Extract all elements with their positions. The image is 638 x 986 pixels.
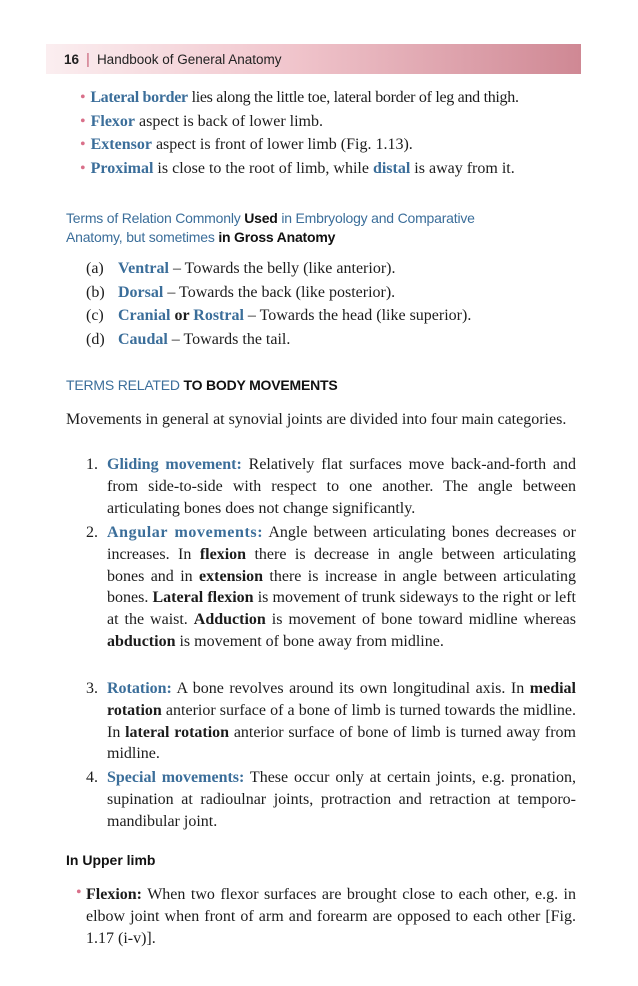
bullet-icon: • — [80, 136, 86, 153]
page-header — [46, 44, 581, 74]
flexion-bullet: • Flexion: When two flexor surfaces are brought close to each other, e.g. in elbow joint when front of arm and forearm are opposed to each other [Fig. 1.17 (i-v)]. — [76, 884, 576, 947]
list-item: • Flexor aspect is back of lower limb. — [80, 112, 323, 130]
bullet-icon: • — [80, 112, 86, 130]
list-item: 2. Angular movements: Angle between articulating bones decreases or increases. In flexion there is decrease in angle between articulating bones and in extension there is increase in angle between articulating bones. Lateral flexion is movement of trunk sideways to the right or left at the waist. Adduction is movement of bone toward midline whereas abduction is movement of bone away from midline. — [86, 524, 577, 650]
page-number: 16 — [64, 51, 80, 67]
list-item: 4. Special movements: These occur only at certain joints, e.g. pronation, supination at radioulnar joints, protraction and retraction at temporo-mandibular joint. — [86, 769, 577, 830]
relation-terms-list — [86, 257, 471, 352]
list-item: (a) Ventral – Towards the belly (like anterior). — [86, 260, 396, 277]
list-item: (b) Dorsal – Towards the back (like posterior). — [86, 283, 396, 301]
movements-intro: Movements in general at synovial joints are divided into four main categories. — [66, 411, 567, 428]
book-title: Handbook of General Anatomy — [96, 51, 282, 67]
bullet-icon: • — [76, 884, 82, 901]
list-item: (d) Caudal – Towards the tail. — [86, 331, 291, 349]
list-item: (c) Cranial or Rostral – Towards the head (like superior). — [86, 307, 472, 325]
section-heading-upper-limb: In Upper limb — [66, 852, 156, 868]
list-item: • Lateral border lies along the little toe, lateral border of leg and thigh. — [80, 89, 519, 106]
list-item: 3. Rotation: A bone revolves around its own longitudinal axis. In medial rotation anterior surface of a bone of limb is turned towards the midline. In lateral rotation anterior surface of bone of limb is turned away from midline. — [86, 680, 576, 763]
header-separator: | — [86, 50, 90, 68]
section-heading-body-movements: TERMS RELATED TO BODY MOVEMENTS — [66, 377, 338, 393]
list-item: 1. Gliding movement: Relatively flat surfaces move back-and-forth and from side-to-side with respect to one another. The angle between articulating bones does not change significantly. — [86, 456, 576, 517]
list-item: • Proximal is close to the root of limb, while distal is away from it. — [80, 159, 515, 177]
bullet-icon: • — [80, 89, 86, 106]
bullet-icon: • — [80, 159, 86, 177]
section-heading-relation-terms: Terms of Relation Commonly Used in Embryology and Comparative Anatomy, but sometimes in Gross Anatomy — [66, 210, 475, 245]
aspect-bullet-list — [80, 86, 600, 180]
list-item: • Extensor aspect is front of lower limb (Fig. 1.13). — [80, 136, 413, 153]
